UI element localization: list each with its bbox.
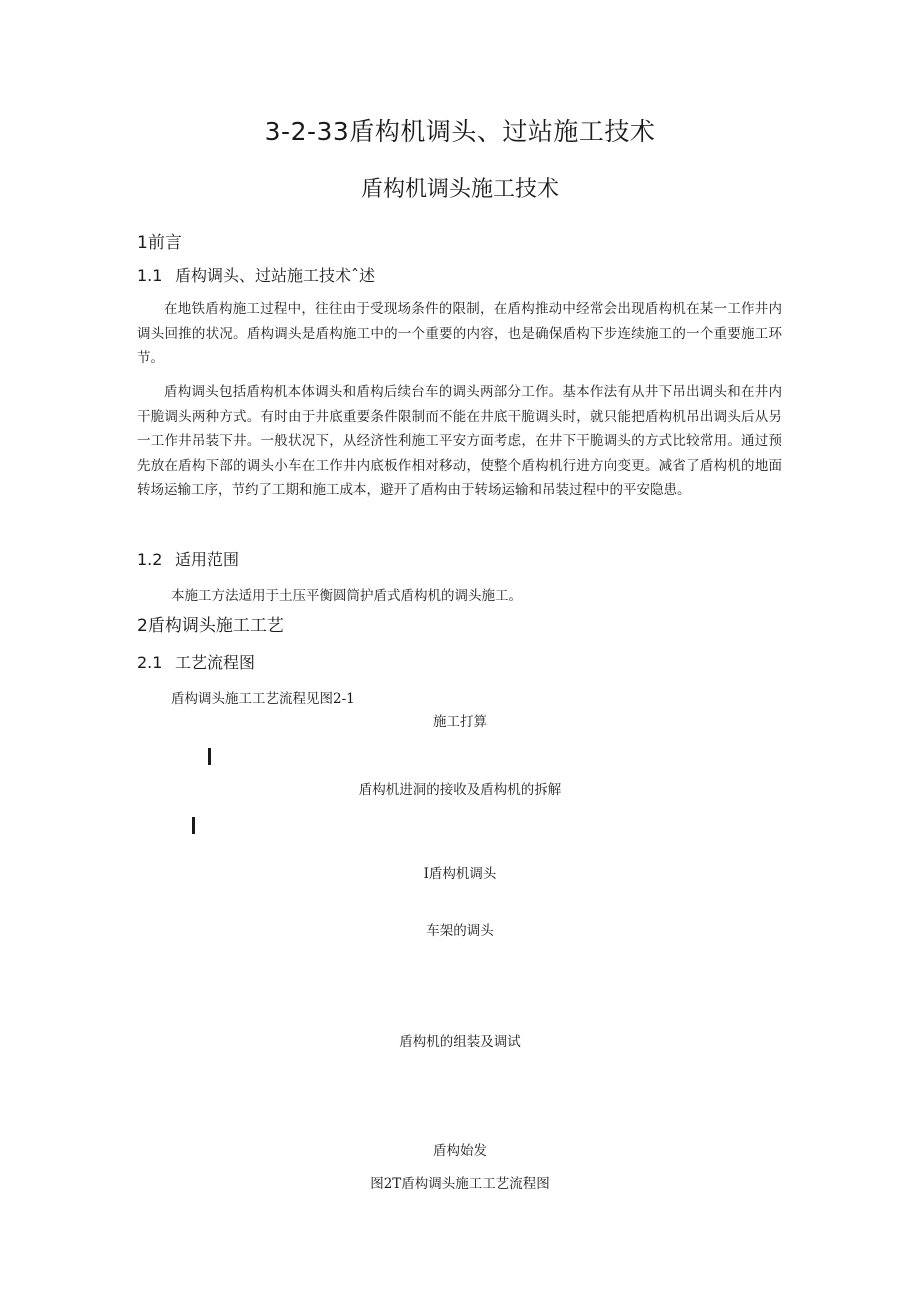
section-1-1-heading: [137, 263, 375, 286]
paragraph: 盾构调头包括盾构机本体调头和盾构后续台车的调头两部分工作。基本作法有从井下吊出调头和在井内干脆调头两种方式。有时由于井底重要条件限制而不能在井底干脆调头时，就只能把盾构机吊出调头后从另一工作井吊装下井。一般状况下，从经济性利施工平安方面考虑，在井下干脆调头的方式比较常用。通过预先放在盾构下部的调头小车在工作井内底板作相对移动，使整个盾构机行进方向变更。减省了盾构机的地面转场运输工序，节约了工期和施工成本，避开了盾构由于转场运输和吊装过程中的平安隐患。: [137, 384, 782, 498]
flow-step: 盾构机的组装及调试: [399, 1034, 521, 1050]
figure-reference: 盾构调头施工工艺流程见图2-1: [171, 691, 355, 707]
section-title: 适用范围: [175, 550, 240, 569]
flow-step: 盾构始发: [433, 1143, 487, 1159]
section-2-heading: 2盾构调头施工工艺: [137, 616, 284, 636]
section-number: 2.1: [137, 653, 163, 672]
figure-caption: 图2T盾构调头施工工艺流程图: [370, 1176, 550, 1192]
section-title: 盾构调头、过站施工技术ˆ述: [175, 266, 376, 285]
section-1-heading: 1前言: [137, 233, 182, 253]
flow-step: 盾构机进洞的接收及盾构机的拆解: [358, 782, 562, 798]
flow-step: 施工打算: [433, 714, 487, 730]
flow-step: 车架的调头: [426, 923, 494, 939]
paragraph: 本施工方法适用于土压平衡圆筒护盾式盾构机的调头施工。: [171, 588, 522, 604]
flow-connector: [192, 817, 195, 834]
section-2-1-heading: [137, 650, 255, 673]
document-title: 3-2-33盾构机调头、过站施工技术: [264, 117, 656, 146]
document-subtitle: 盾构机调头施工技术: [360, 177, 559, 202]
section-number: 1.1: [137, 266, 163, 285]
section-1-2-heading: [137, 547, 239, 570]
section-number: 1.2: [137, 550, 163, 569]
flow-step: I盾构机调头: [423, 866, 497, 882]
flow-connector: [208, 748, 211, 765]
paragraph: 在地铁盾构施工过程中，往往由于受现场条件的限制，在盾构推动中经常会出现盾构机在某一工作井内调头回推的状况。盾构调头是盾构施工中的一个重要的内容，也是确保盾构下步连续施工的一个重要施工环节。: [137, 301, 782, 366]
section-title: 工艺流程图: [175, 653, 256, 672]
